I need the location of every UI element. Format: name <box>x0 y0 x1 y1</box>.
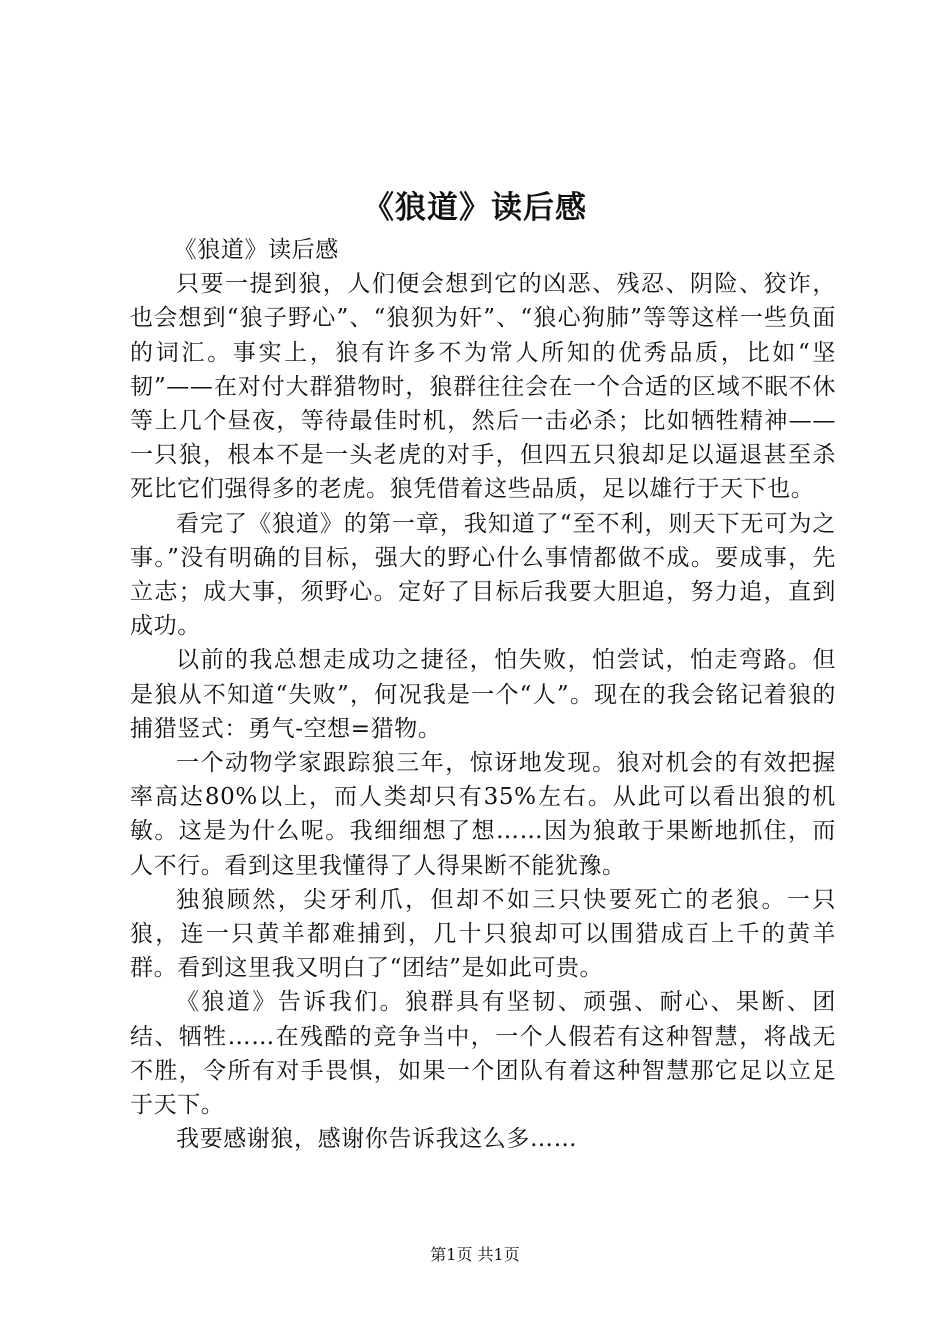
paragraph-4: 一个动物学家跟踪狼三年，惊讶地发现。狼对机会的有效把握率高达80%以上，而人类却只有35%左右。从此可以看出狼的机敏。这是为什么呢。我细细想了想……因为狼敢于果断地抓住，而人不行。看到这里我懂得了人得果断不能犹豫。 <box>130 750 836 879</box>
document-body <box>130 233 836 1156</box>
paragraph-7: 我要感谢狼，感谢你告诉我这么多…… <box>176 1126 578 1153</box>
paragraph-5: 独狼顾然，尖牙利爪，但却不如三只快要死亡的老狼。一只狼，连一只黄羊都难捕到，几十只狼却可以围猎成百上千的黄羊群。看到这里我又明白了“团结”是如此可贵。 <box>130 886 836 982</box>
paragraph-1: 只要一提到狼，人们便会想到它的凶恶、残忍、阴险、狡诈，也会想到“狼子野心”、“狼狈为奸”、“狼心狗肺”等等这样一些负面的词汇。事实上，狼有许多不为常人所知的优秀品质，比如“坚韧”——在对付大群猎物时，狼群往往会在一个合适的区域不眠不休等上几个昼夜，等待最佳时机，然后一击必杀；比如牺牲精神——一只狼，根本不是一头老虎的对手，但四五只狼却足以逼退甚至杀死比它们强得多的老虎。狼凭借着这些品质，足以雄行于天下也。 <box>130 271 836 503</box>
paragraph-6: 《狼道》告诉我们。狼群具有坚韧、顽强、耐心、果断、团结、牺牲……在残酷的竞争当中，一个人假若有这种智慧，将战无不胜，令所有对手畏惧，如果一个团队有着这种智慧那它足以立足于天下。 <box>130 989 836 1119</box>
page-number-footer: 第1页 共1页 <box>430 1245 520 1264</box>
document-subtitle: 《狼道》读后感 <box>173 237 339 263</box>
document-title: 《狼道》读后感 <box>363 190 587 226</box>
paragraph-3: 以前的我总想走成功之捷径，怕失败，怕尝试，怕走弯路。但是狼从不知道“失败”，何况我是一个“人”。现在的我会铭记着狼的捕猎竖式：勇气-空想=猎物。 <box>130 647 836 742</box>
paragraph-2: 看完了《狼道》的第一章，我知道了“至不利，则天下无可为之事。”没有明确的目标，强大的野心什么事情都做不成。要成事，先立志；成大事，须野心。定好了目标后我要大胆追，努力追，直到成功。 <box>130 510 836 640</box>
